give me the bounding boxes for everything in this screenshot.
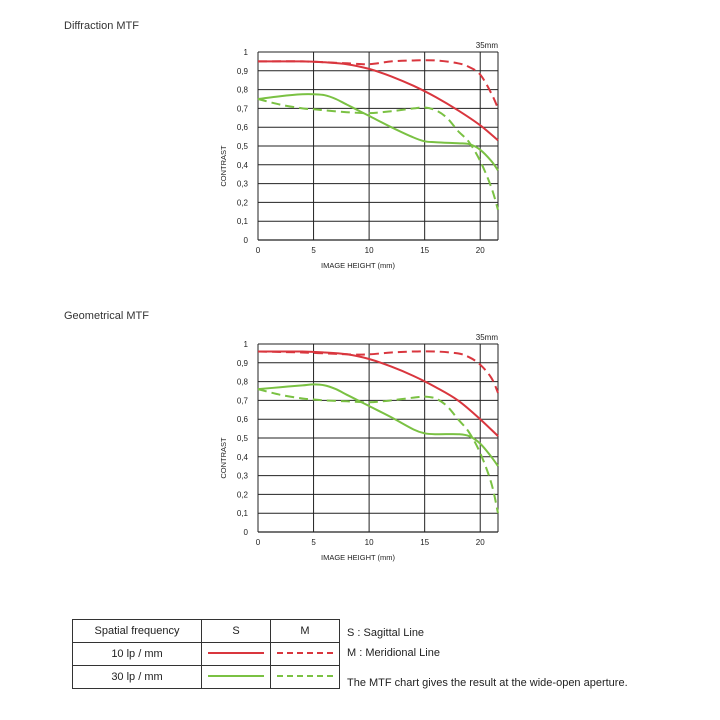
- y-tick-label: 0,9: [236, 358, 248, 368]
- y-tick-label: 0,6: [236, 415, 248, 425]
- series-line: [258, 99, 498, 210]
- legend-row-30lp: [73, 666, 340, 689]
- y-tick-label: 0,3: [236, 471, 248, 481]
- y-tick-label: 0,9: [236, 66, 248, 76]
- legend-swatch-30lp-m: [271, 666, 340, 689]
- x-tick-label: 10: [364, 246, 374, 255]
- y-tick-label: 0,1: [236, 217, 248, 227]
- x-tick-label: 5: [311, 246, 316, 255]
- y-tick-label: 0,8: [236, 377, 248, 387]
- legend-row-10lp: [73, 643, 340, 666]
- note-sagittal: S : Sagittal Line: [347, 627, 425, 639]
- y-tick-label: 0,5: [236, 142, 248, 151]
- note-meridional: M : Meridional Line: [347, 647, 440, 659]
- x-tick-label: 0: [255, 538, 261, 547]
- legend-table: [72, 619, 340, 689]
- x-tick-label: 0: [255, 246, 261, 255]
- y-tick-label: 0,2: [236, 490, 248, 500]
- legend-header-spatial-frequency: Spatial frequency: [73, 620, 202, 643]
- legend-swatch-30lp-s: [202, 666, 271, 689]
- geometrical-mtf-chart: [0, 326, 520, 596]
- y-tick-label: 0,8: [236, 85, 248, 95]
- x-tick-label: 15: [420, 246, 430, 255]
- y-tick-label: 0,4: [236, 452, 248, 462]
- legend-header-row: [73, 620, 340, 643]
- legend-label-30lp: 30 lp / mm: [73, 666, 202, 689]
- y-tick-label: 0,7: [236, 104, 248, 114]
- y-tick-label: 1: [243, 48, 248, 57]
- y-tick-label: 0,3: [236, 179, 248, 189]
- legend-label-10lp: 10 lp / mm: [73, 643, 202, 666]
- y-tick-label: 0,1: [236, 509, 248, 519]
- x-axis-label: IMAGE HEIGHT (mm): [320, 261, 396, 270]
- y-tick-label: 0,5: [236, 434, 248, 443]
- y-tick-label: 0: [243, 528, 248, 537]
- x-tick-label: 20: [475, 538, 485, 547]
- chart-title-geometrical: Geometrical MTF: [64, 310, 149, 322]
- x-tick-label: 10: [364, 538, 374, 547]
- y-axis-label: CONTRAST: [219, 145, 228, 187]
- diffraction-mtf-chart: [0, 34, 520, 304]
- y-tick-label: 0,6: [236, 123, 248, 133]
- series-line: [258, 61, 498, 140]
- series-line: [258, 60, 498, 108]
- note-wide-open: The MTF chart gives the result at the wide-open aperture.: [347, 677, 628, 689]
- x-tick-label: 20: [475, 246, 485, 255]
- legend-swatch-10lp-m: [271, 643, 340, 666]
- series-line: [258, 94, 498, 170]
- y-tick-label: 0: [243, 236, 248, 245]
- y-axis-label: CONTRAST: [219, 437, 228, 479]
- y-tick-label: 0,4: [236, 160, 248, 170]
- focal-length-label: 35mm: [475, 333, 498, 342]
- focal-length-label: 35mm: [475, 41, 498, 50]
- chart-title-diffraction: Diffraction MTF: [64, 20, 139, 32]
- y-tick-label: 0,2: [236, 198, 248, 208]
- legend-header-s: S: [202, 620, 271, 643]
- legend-header-m: M: [271, 620, 340, 643]
- x-axis-label: IMAGE HEIGHT (mm): [320, 553, 396, 562]
- x-tick-label: 15: [420, 538, 430, 547]
- y-tick-label: 1: [243, 340, 248, 349]
- legend-swatch-10lp-s: [202, 643, 271, 666]
- x-tick-label: 5: [311, 538, 316, 547]
- y-tick-label: 0,7: [236, 396, 248, 406]
